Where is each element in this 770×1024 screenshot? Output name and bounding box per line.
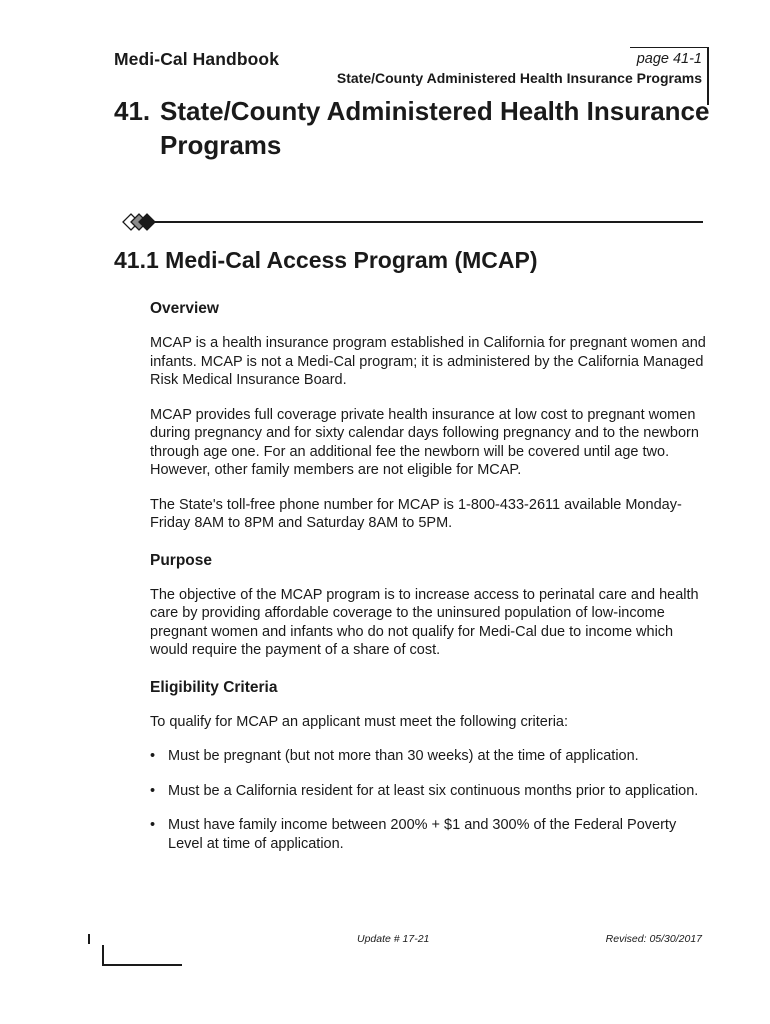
chapter-title-line1: State/County Administered Health Insurance <box>160 96 710 126</box>
footer-corner-rule-vertical <box>102 945 104 965</box>
footer-corner-rule-horizontal <box>102 964 182 966</box>
overview-paragraph-1: MCAP is a health insurance program established in California for pregnant women and infants. MCAP is not a Medi-Cal program; it is administered by the California Managed Risk Medical Insurance Board. <box>150 335 706 388</box>
overview-paragraph-3: The State's toll-free phone number for MCAP is 1-800-433-2611 available Monday-Friday 8AM to 8PM and Saturday 8AM to 5PM. <box>150 496 682 531</box>
overview-heading: Overview <box>150 300 219 317</box>
list-item <box>150 747 710 766</box>
list-item <box>150 816 710 853</box>
purpose-heading: Purpose <box>150 551 213 569</box>
change-bar-mark <box>88 934 90 944</box>
update-number: Update # 17-21 <box>357 933 430 945</box>
bullet-icon: • <box>150 782 156 799</box>
section-title: 41.1 Medi-Cal Access Program (MCAP) <box>114 247 538 273</box>
eligibility-criteria-list <box>150 747 710 853</box>
bullet-icon: • <box>150 817 156 833</box>
eligibility-heading: Eligibility Criteria <box>150 678 278 696</box>
chapter-title <box>114 94 724 162</box>
section-divider <box>148 221 703 223</box>
overview-paragraph-2: MCAP provides full coverage private health insurance at low cost to pregnant women during pregnancy and for sixty calendar days following pregnancy and to the newborn through age one. For an additional fee the newborn will be covered until age two. However, other family members are not eligible for MCAP. <box>150 406 699 478</box>
chapter-title-line2: Programs <box>160 130 282 160</box>
handbook-title: Medi-Cal Handbook <box>114 49 280 69</box>
chapter-number: 41. <box>114 96 151 126</box>
running-chapter-title: State/County Administered Health Insurance Programs <box>336 70 702 86</box>
list-item <box>150 782 710 801</box>
main-content <box>150 300 710 853</box>
eligibility-intro: To qualify for MCAP an applicant must meet the following criteria: <box>150 713 569 730</box>
list-item-text: Must be pregnant (but not more than 30 weeks) at the time of application. <box>168 748 639 764</box>
list-item-text: Must have family income between 200% + $1 and 300% of the Federal Poverty Level at time of application. <box>168 817 677 852</box>
list-item-text: Must be a California resident for at least six continuous months prior to application. <box>168 782 699 799</box>
revised-date: Revised: 05/30/2017 <box>605 933 702 945</box>
bullet-icon: • <box>150 748 156 764</box>
header-corner-rule-horizontal <box>630 47 708 48</box>
purpose-paragraph: The objective of the MCAP program is to increase access to perinatal care and health care by providing affordable coverage to the uninsured population of low-income pregnant women and infants who do not qualify for Medi-Cal due to income which would require the payment of a share of cost. <box>150 586 699 658</box>
page-number: page 41-1 <box>636 51 702 67</box>
